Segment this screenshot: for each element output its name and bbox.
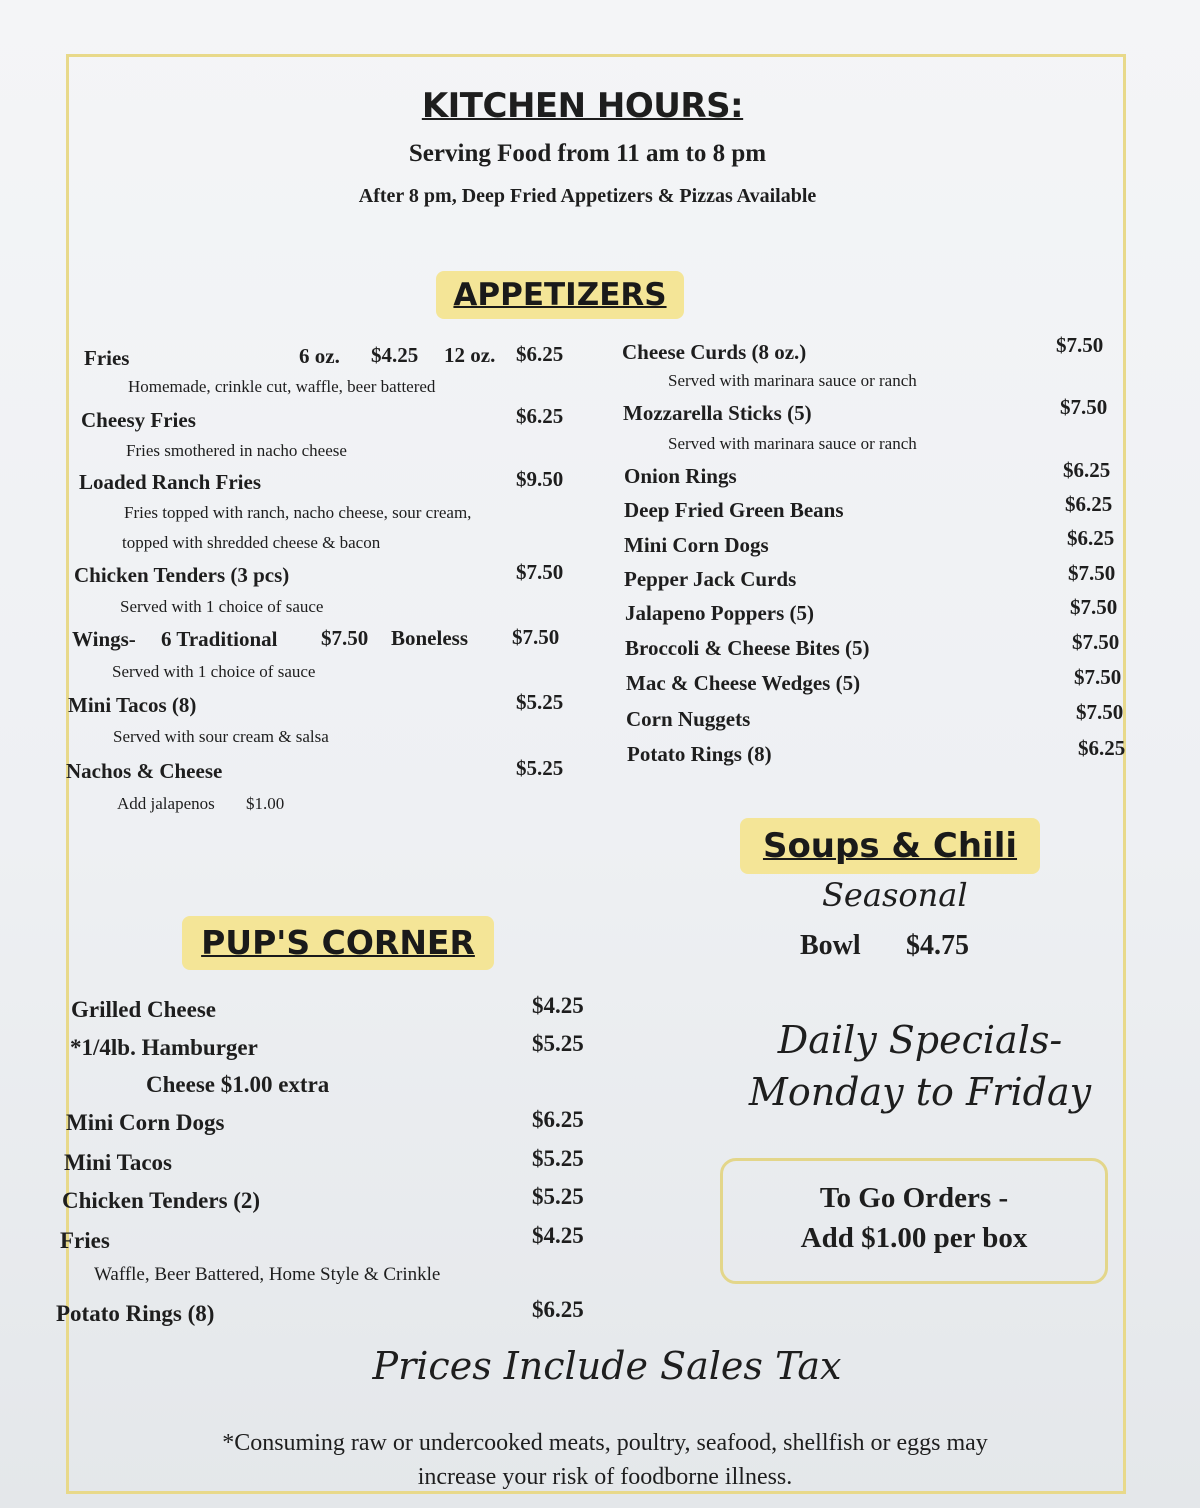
- right-item-price: $7.50: [1056, 333, 1104, 357]
- fries-size-large: 12 oz.: [444, 343, 496, 367]
- fries-desc: Homemade, crinkle cut, waffle, beer battered: [128, 377, 436, 396]
- right-item-price: $7.50: [1076, 700, 1124, 724]
- food-warning-line2: increase your risk of foodborne illness.: [417, 1464, 793, 1490]
- right-item-price: $7.50: [1072, 630, 1120, 654]
- right-item-name: Onion Rings: [624, 464, 737, 488]
- after-hours-note: After 8 pm, Deep Fried Appetizers & Pizzas Available: [358, 185, 817, 207]
- nachos-name: Nachos & Cheese: [66, 759, 223, 783]
- right-item-name: Deep Fried Green Beans: [624, 498, 844, 522]
- pups-item-name: Mini Corn Dogs: [66, 1110, 225, 1135]
- right-item-name: Jalapeno Poppers (5): [625, 601, 814, 625]
- pups-item-name: Grilled Cheese: [71, 997, 216, 1022]
- right-item-desc: Served with marinara sauce or ranch: [668, 371, 917, 390]
- soups-seasonal: Seasonal: [822, 876, 968, 914]
- wings-desc: Served with 1 choice of sauce: [112, 662, 316, 681]
- right-item-price: $6.25: [1067, 526, 1115, 550]
- mini-tacos-desc: Served with sour cream & salsa: [113, 727, 329, 746]
- right-item-name: Broccoli & Cheese Bites (5): [625, 636, 870, 660]
- right-item-price: $6.25: [1065, 492, 1113, 516]
- right-item-price: $7.50: [1060, 395, 1108, 419]
- pups-fries-desc: Waffle, Beer Battered, Home Style & Crinkle: [94, 1264, 441, 1285]
- right-item-name: Mozzarella Sticks (5): [623, 401, 812, 425]
- cheesy-fries-name: Cheesy Fries: [81, 408, 196, 432]
- pups-item-name: Chicken Tenders (2): [62, 1188, 261, 1213]
- wings-boneless: Boneless: [391, 626, 469, 650]
- pups-cheese-extra: Cheese $1.00 extra: [146, 1072, 330, 1097]
- pups-item-name: Fries: [60, 1228, 110, 1253]
- right-item-name: Mini Corn Dogs: [624, 533, 769, 557]
- cheesy-fries-desc: Fries smothered in nacho cheese: [126, 441, 347, 460]
- to-go-line2: Add $1.00 per box: [800, 1222, 1028, 1254]
- wings-traditional: 6 Traditional: [161, 627, 278, 651]
- right-item-price: $7.50: [1074, 665, 1122, 689]
- pups-corner-heading: PUP'S CORNER: [182, 916, 494, 970]
- pups-item-price: $5.25: [532, 1031, 584, 1056]
- right-item-name: Pepper Jack Curds: [624, 567, 797, 591]
- chicken-tenders-desc: Served with 1 choice of sauce: [120, 597, 324, 616]
- to-go-line1: To Go Orders -: [819, 1182, 1009, 1214]
- nachos-addon-price: $1.00: [246, 794, 285, 813]
- right-item-name: Cheese Curds (8 oz.): [622, 340, 807, 364]
- fries-size-small: 6 oz.: [299, 344, 340, 368]
- kitchen-hours-title: KITCHEN HOURS:: [421, 86, 744, 126]
- chicken-tenders-name: Chicken Tenders (3 pcs): [74, 563, 290, 587]
- food-warning-line1: *Consuming raw or undercooked meats, poultry, seafood, shellfish or eggs may: [222, 1430, 988, 1456]
- right-item-price: $6.25: [1063, 458, 1111, 482]
- loaded-ranch-price: $9.50: [516, 467, 564, 491]
- nachos-addon: Add jalapenos: [117, 794, 215, 813]
- loaded-ranch-name: Loaded Ranch Fries: [79, 470, 262, 494]
- pups-item-name: Mini Tacos: [64, 1150, 173, 1175]
- right-item-name: Mac & Cheese Wedges (5): [626, 671, 861, 695]
- cheesy-fries-price: $6.25: [516, 404, 564, 428]
- pups-item-name: Potato Rings (8): [56, 1301, 215, 1326]
- right-item-desc: Served with marinara sauce or ranch: [668, 434, 917, 453]
- loaded-ranch-desc-2: topped with shredded cheese & bacon: [122, 533, 381, 552]
- wings-traditional-price: $7.50: [321, 626, 369, 650]
- soups-bowl-price: $4.75: [906, 930, 969, 961]
- pups-item-price: $4.25: [532, 1223, 584, 1248]
- pups-item-price: $5.25: [532, 1146, 584, 1171]
- prices-include-tax: Prices Include Sales Tax: [372, 1344, 842, 1388]
- nachos-price: $5.25: [516, 756, 564, 780]
- right-item-name: Corn Nuggets: [626, 707, 751, 731]
- pups-item-price: $5.25: [532, 1184, 584, 1209]
- soups-bowl: Bowl: [800, 930, 861, 961]
- mini-tacos-name: Mini Tacos (8): [68, 693, 197, 717]
- daily-specials-line2: Monday to Friday: [748, 1070, 1092, 1114]
- right-item-name: Potato Rings (8): [627, 742, 772, 766]
- wings-boneless-price: $7.50: [512, 625, 560, 649]
- fries-price-small: $4.25: [371, 343, 419, 367]
- serving-hours: Serving Food from 11 am to 8 pm: [408, 140, 767, 167]
- pups-item-price: $6.25: [532, 1107, 584, 1132]
- chicken-tenders-price: $7.50: [516, 560, 564, 584]
- right-item-price: $7.50: [1070, 595, 1118, 619]
- appetizers-heading: APPETIZERS: [436, 271, 684, 319]
- pups-item-price: $6.25: [532, 1297, 584, 1322]
- wings-name: Wings-: [72, 627, 136, 651]
- right-item-price: $7.50: [1068, 561, 1116, 585]
- mini-tacos-price: $5.25: [516, 690, 564, 714]
- to-go-box: [720, 1158, 1108, 1284]
- loaded-ranch-desc-1: Fries topped with ranch, nacho cheese, sour cream,: [124, 503, 472, 522]
- pups-item-name: *1/4lb. Hamburger: [70, 1035, 258, 1060]
- daily-specials-line1: Daily Specials-: [777, 1018, 1063, 1062]
- right-item-price: $6.25: [1078, 736, 1126, 760]
- pups-item-price: $4.25: [532, 993, 584, 1018]
- fries-name: Fries: [84, 346, 130, 370]
- fries-price-large: $6.25: [516, 342, 564, 366]
- soups-heading: Soups & Chili: [740, 818, 1040, 874]
